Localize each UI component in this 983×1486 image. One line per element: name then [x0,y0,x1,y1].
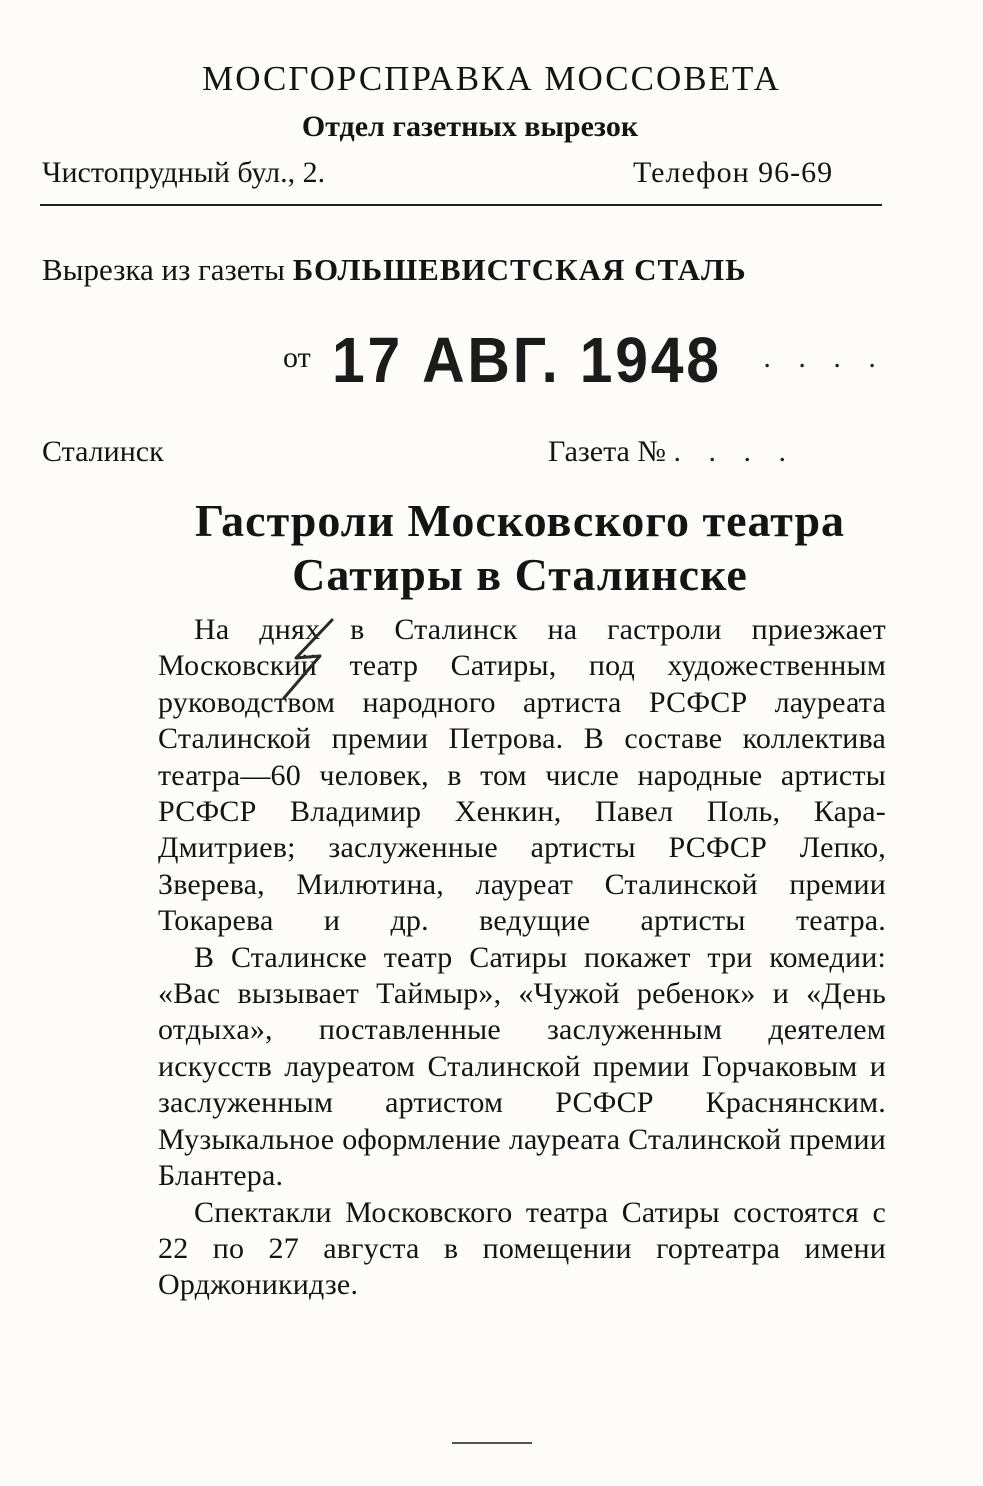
issue-number [548,432,796,472]
address: Чистопрудный бул., 2. [42,156,326,189]
issue-label: Газета № [548,435,666,468]
article-paragraph: Спектакли Московского театра Сатиры состоятся с 22 по 27 августа в помещении гортеатра имени Орджоникидзе. [158,1195,886,1302]
department-title: Отдел газетных вырезок [301,110,639,143]
article-body [158,612,886,1304]
date-prefix: от [283,341,311,374]
clipping-source-line [42,250,747,290]
clipping-prefix: Вырезка из газеты [42,252,285,287]
issue-dots: . . . . [673,435,796,468]
newspaper-name: БОЛЬШЕВИСТСКАЯ СТАЛЬ [292,252,747,287]
organization-title: МОСГОРСПРАВКА МОССОВЕТА [202,59,781,98]
date-dots: . . . . [763,341,886,374]
date-row [283,318,886,400]
article-end-rule [452,1442,532,1444]
article-paragraph: В Сталинске театр Сатиры покажет три комедии: «Вас вызывает Таймыр», «Чужой ребенок» и «День отдыха», поставленные заслуженным деятелем искусств лауреатом Сталинской премии Горчаковым и заслуженным артистом РСФСР Краснянским. Музыкальное оформление лауреата Сталинской премии Блантера. [158,940,886,1193]
article-headline: Гастроли Московского театра Сатиры в Сталинске [194,495,846,600]
city-name: Сталинск [42,435,164,468]
article-paragraph: На днях в Сталинск на гастроли приезжает Московский театр Сатиры, под художественным руководством народного артиста РСФСР лауреата Сталинской премии Петрова. В составе коллектива театра—60 человек, в том числе народные артисты РСФСР Владимир Хенкин, Павел Поль, Кара-Дмитриев; заслуженные артисты РСФСР Лепко, Зверева, Милютина, лауреат Сталинской премии Токарева и др. ведущие артисты театра. [158,613,886,938]
handwritten-mark-icon [262,612,352,702]
header-divider [40,204,882,206]
date-stamp: 17 АВГ. 1948 [332,324,722,397]
phone-number: Телефон 96-69 [633,156,834,189]
